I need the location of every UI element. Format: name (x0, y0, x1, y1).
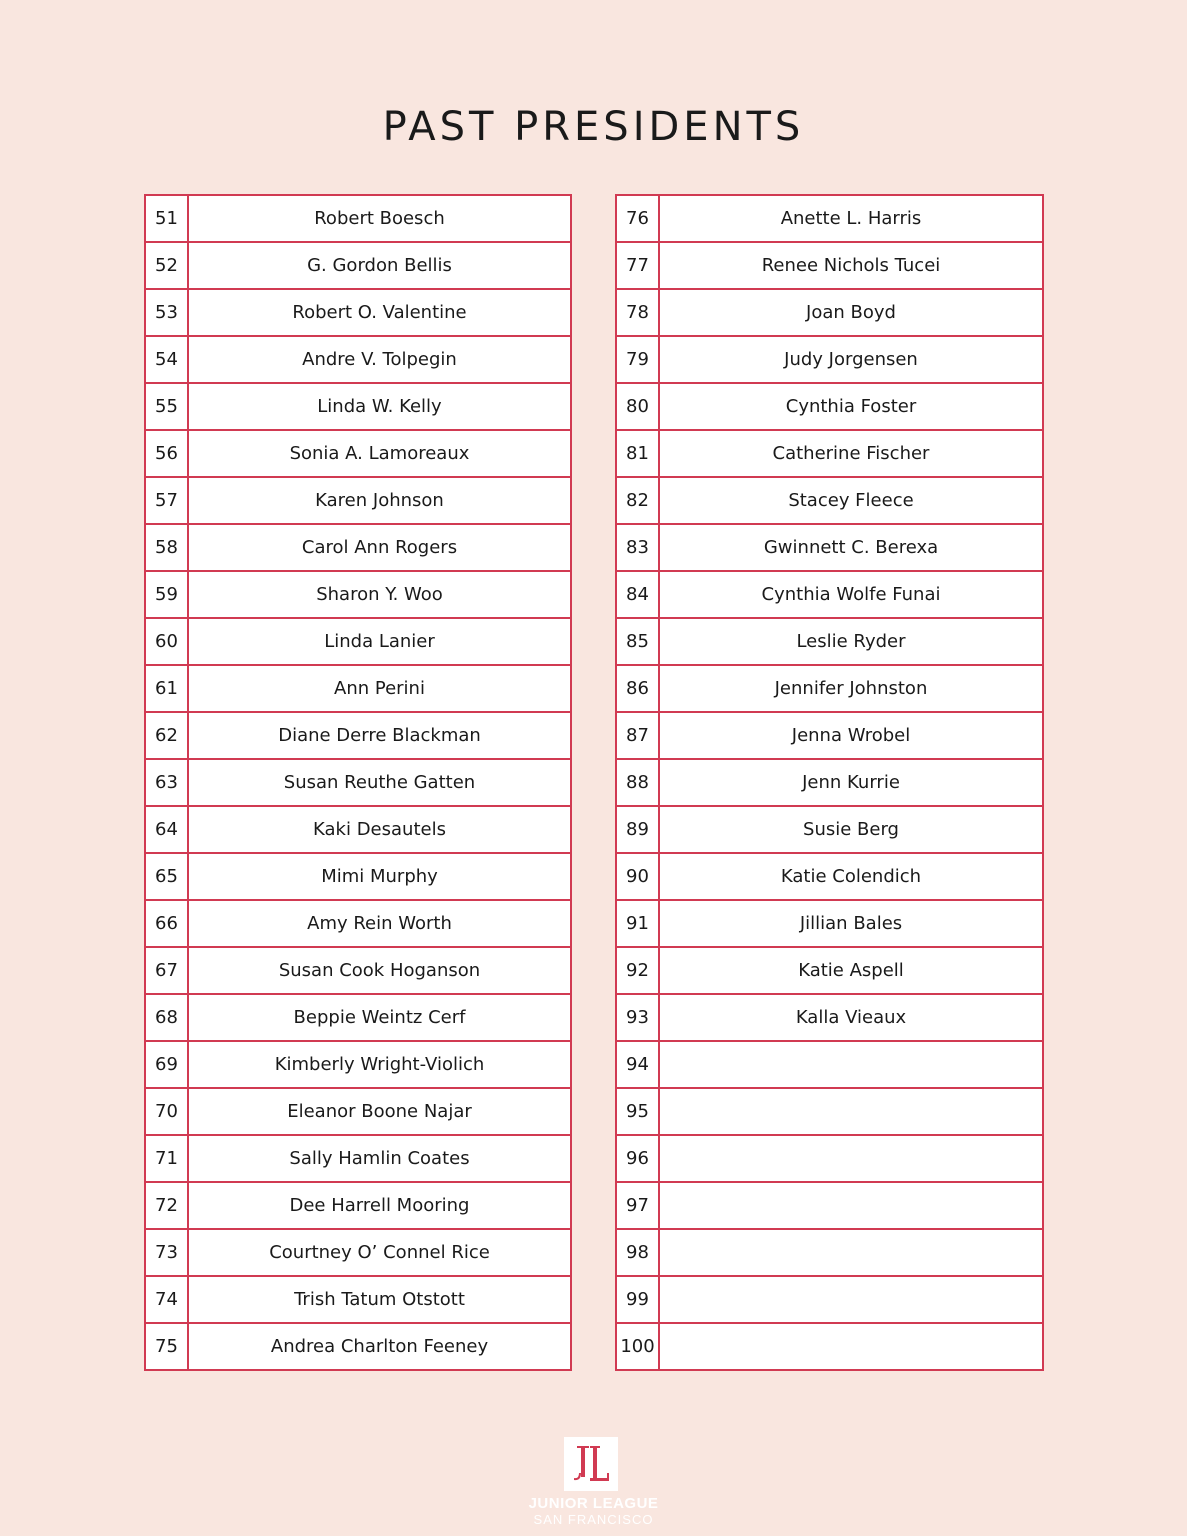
president-name: Linda Lanier (188, 618, 571, 665)
table-row (145, 665, 571, 712)
president-name: Cynthia Foster (659, 383, 1043, 430)
president-name: Courtney O’ Connel Rice (188, 1229, 571, 1276)
president-name: Kimberly Wright-Violich (188, 1041, 571, 1088)
table-row (145, 336, 571, 383)
table-row (145, 947, 571, 994)
president-number: 67 (145, 947, 188, 994)
president-name: Jenna Wrobel (659, 712, 1043, 759)
president-name: Ann Perini (188, 665, 571, 712)
president-name: Cynthia Wolfe Funai (659, 571, 1043, 618)
president-number: 97 (616, 1182, 659, 1229)
president-number: 66 (145, 900, 188, 947)
president-number: 53 (145, 289, 188, 336)
president-number: 77 (616, 242, 659, 289)
table-row (616, 618, 1043, 665)
president-name: Andrea Charlton Feeney (188, 1323, 571, 1370)
table-row (145, 289, 571, 336)
president-number: 55 (145, 383, 188, 430)
president-number: 63 (145, 759, 188, 806)
table-row (145, 759, 571, 806)
table-row (145, 571, 571, 618)
president-name: Anette L. Harris (659, 195, 1043, 242)
table-row (616, 900, 1043, 947)
logo-city: SAN FRANCISCO (533, 1512, 654, 1527)
president-name: Catherine Fischer (659, 430, 1043, 477)
president-name: Dee Harrell Mooring (188, 1182, 571, 1229)
table-row (616, 195, 1043, 242)
president-name: Susie Berg (659, 806, 1043, 853)
president-number: 86 (616, 665, 659, 712)
president-name (659, 1182, 1043, 1229)
president-name: Leslie Ryder (659, 618, 1043, 665)
president-number: 80 (616, 383, 659, 430)
president-number: 60 (145, 618, 188, 665)
president-number: 79 (616, 336, 659, 383)
table-row (616, 430, 1043, 477)
president-name: Stacey Fleece (659, 477, 1043, 524)
president-number: 96 (616, 1135, 659, 1182)
president-number: 62 (145, 712, 188, 759)
president-name: Sharon Y. Woo (188, 571, 571, 618)
president-name: Eleanor Boone Najar (188, 1088, 571, 1135)
table-row (616, 853, 1043, 900)
table-row (145, 383, 571, 430)
table-row (616, 571, 1043, 618)
president-name: Beppie Weintz Cerf (188, 994, 571, 1041)
table-row (616, 383, 1043, 430)
table-row (145, 1323, 571, 1370)
table-row (145, 853, 571, 900)
president-number: 100 (616, 1323, 659, 1370)
president-name: Susan Cook Hoganson (188, 947, 571, 994)
president-name (659, 1229, 1043, 1276)
president-number: 69 (145, 1041, 188, 1088)
president-name: Karen Johnson (188, 477, 571, 524)
table-row (145, 712, 571, 759)
table-row (616, 759, 1043, 806)
president-name: Amy Rein Worth (188, 900, 571, 947)
president-number: 74 (145, 1276, 188, 1323)
president-name: Susan Reuthe Gatten (188, 759, 571, 806)
president-number: 51 (145, 195, 188, 242)
president-name: Sally Hamlin Coates (188, 1135, 571, 1182)
table-row (616, 806, 1043, 853)
president-name: Jenn Kurrie (659, 759, 1043, 806)
table-row (616, 1229, 1043, 1276)
page-title: PAST PRESIDENTS (382, 104, 805, 150)
president-number: 90 (616, 853, 659, 900)
president-number: 92 (616, 947, 659, 994)
president-name: Carol Ann Rogers (188, 524, 571, 571)
president-number: 68 (145, 994, 188, 1041)
president-number: 84 (616, 571, 659, 618)
president-number: 99 (616, 1276, 659, 1323)
president-name: Trish Tatum Otstott (188, 1276, 571, 1323)
president-number: 81 (616, 430, 659, 477)
president-name: Mimi Murphy (188, 853, 571, 900)
president-number: 54 (145, 336, 188, 383)
jl-monogram-icon (564, 1437, 618, 1491)
table-row (616, 1041, 1043, 1088)
president-number: 95 (616, 1088, 659, 1135)
president-name (659, 1041, 1043, 1088)
table-row (145, 1088, 571, 1135)
presidents-table-left (144, 194, 572, 1371)
table-row (616, 336, 1043, 383)
table-row (145, 1041, 571, 1088)
table-row (145, 1182, 571, 1229)
president-name (659, 1135, 1043, 1182)
president-number: 56 (145, 430, 188, 477)
president-name: G. Gordon Bellis (188, 242, 571, 289)
president-name (659, 1088, 1043, 1135)
president-name: Diane Derre Blackman (188, 712, 571, 759)
president-name: Andre V. Tolpegin (188, 336, 571, 383)
president-name: Katie Colendich (659, 853, 1043, 900)
president-number: 58 (145, 524, 188, 571)
president-number: 75 (145, 1323, 188, 1370)
president-number: 89 (616, 806, 659, 853)
president-number: 94 (616, 1041, 659, 1088)
president-name: Katie Aspell (659, 947, 1043, 994)
table-row (145, 994, 571, 1041)
logo-name: JUNIOR LEAGUE (528, 1495, 659, 1512)
table-row (145, 900, 571, 947)
table-row (616, 477, 1043, 524)
table-row (616, 947, 1043, 994)
president-name: Sonia A. Lamoreaux (188, 430, 571, 477)
president-number: 64 (145, 806, 188, 853)
table-row (145, 477, 571, 524)
table-row (616, 665, 1043, 712)
presidents-table-right (615, 194, 1044, 1371)
president-number: 93 (616, 994, 659, 1041)
junior-league-logo (564, 1437, 618, 1491)
president-name (659, 1276, 1043, 1323)
president-name: Gwinnett C. Berexa (659, 524, 1043, 571)
table-row (145, 430, 571, 477)
president-number: 65 (145, 853, 188, 900)
president-number: 57 (145, 477, 188, 524)
table-row (616, 242, 1043, 289)
table-row (616, 1182, 1043, 1229)
president-number: 82 (616, 477, 659, 524)
table-row (145, 195, 571, 242)
president-number: 52 (145, 242, 188, 289)
president-name: Renee Nichols Tucei (659, 242, 1043, 289)
table-row (145, 524, 571, 571)
table-row (616, 289, 1043, 336)
president-name: Joan Boyd (659, 289, 1043, 336)
president-number: 83 (616, 524, 659, 571)
table-row (616, 1135, 1043, 1182)
table-row (145, 806, 571, 853)
table-row (616, 1323, 1043, 1370)
table-row (145, 1229, 571, 1276)
table-row (145, 1135, 571, 1182)
president-number: 78 (616, 289, 659, 336)
table-row (616, 1276, 1043, 1323)
table-row (145, 1276, 571, 1323)
table-row (616, 994, 1043, 1041)
president-name (659, 1323, 1043, 1370)
president-name: Jillian Bales (659, 900, 1043, 947)
president-number: 87 (616, 712, 659, 759)
president-number: 61 (145, 665, 188, 712)
president-name: Robert Boesch (188, 195, 571, 242)
table-row (145, 242, 571, 289)
president-number: 85 (616, 618, 659, 665)
table-row (616, 1088, 1043, 1135)
president-name: Robert O. Valentine (188, 289, 571, 336)
president-number: 71 (145, 1135, 188, 1182)
table-row (616, 524, 1043, 571)
president-number: 59 (145, 571, 188, 618)
president-name: Kalla Vieaux (659, 994, 1043, 1041)
president-number: 76 (616, 195, 659, 242)
president-name: Jennifer Johnston (659, 665, 1043, 712)
president-number: 70 (145, 1088, 188, 1135)
table-row (145, 618, 571, 665)
president-name: Linda W. Kelly (188, 383, 571, 430)
president-number: 91 (616, 900, 659, 947)
president-name: Kaki Desautels (188, 806, 571, 853)
president-number: 88 (616, 759, 659, 806)
table-row (616, 712, 1043, 759)
president-number: 73 (145, 1229, 188, 1276)
president-number: 72 (145, 1182, 188, 1229)
president-name: Judy Jorgensen (659, 336, 1043, 383)
president-number: 98 (616, 1229, 659, 1276)
